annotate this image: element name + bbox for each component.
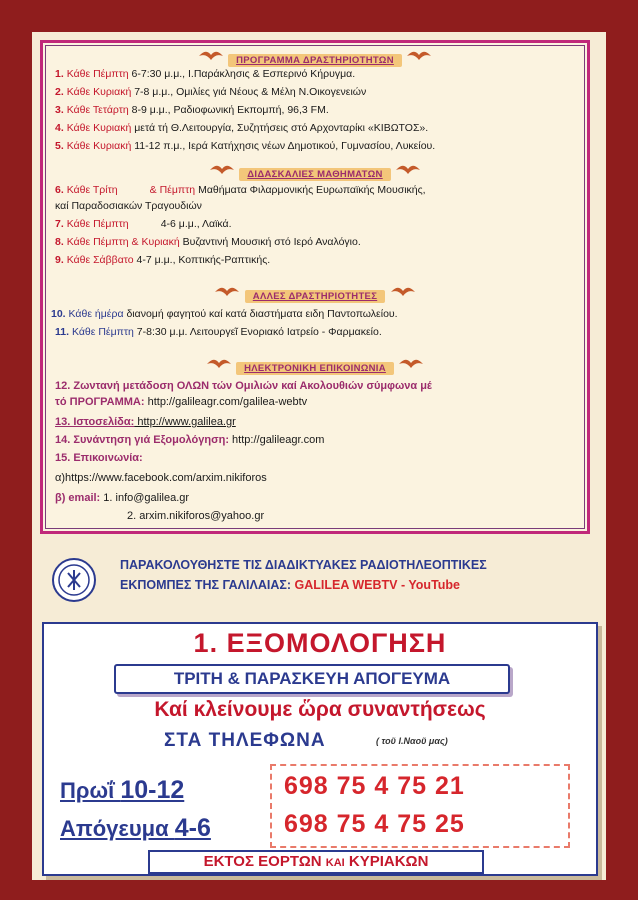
banner-line-1: ΠΑΡΑΚΟΛΟΥΘΗΣΤΕ ΤΙΣ ΔΙΑΔΙΚΤΥΑΚΕΣ ΡΑΔΙΟΤΗΛΕΟΠΤΙΚΕΣ (120, 558, 487, 572)
program-link-line: τό ΠΡΟΓΡΑΜΜΑ: http://galileagr.com/galilea-webtv (55, 396, 308, 408)
meeting-link[interactable]: http://galileagr.com (229, 434, 325, 446)
phones-note: ( τοῦ Ι.Ναοῦ μας) (376, 736, 448, 746)
email-link[interactable]: 2. arxim.nikiforos@yahoo.gr (127, 510, 265, 522)
website-link[interactable]: http://www.galilea.gr (134, 416, 236, 428)
section-title: ΗΛΕΚΤΡΟΝΙΚΗ ΕΠΙΚΟΙΝΩΝΙΑ (236, 362, 394, 375)
section-title: ΔΙΔΑΣΚΑΛΙΕΣ ΜΑΘΗΜΑΤΩΝ (239, 168, 390, 181)
exceptions-note: ΕΚΤΟΣ ΕΟΡΤΩΝ ΚΑΙ ΚΥΡΙΑΚΩΝ (148, 850, 484, 874)
banner-line-2: ΕΚΠΟΜΠΕΣ ΤΗΣ ΓΑΛΙΛΑΙΑΣ: GALILEA WEBTV - YouTube (120, 578, 461, 592)
list-item: 7. Κάθε Πέμπτη 4-6 μ.μ., Λαϊκά. (55, 218, 232, 230)
flyer-sheet (32, 32, 606, 880)
list-item: 2. Κάθε Κυριακή 7-8 μ.μ., Ομιλίες γιά Νέους & Μέλη Ν.Οικογενειών (55, 86, 367, 98)
list-item: καί Παραδοσιακών Τραγουδιών (55, 200, 202, 212)
confession-box (42, 622, 598, 876)
section-title: ΑΛΛΕΣ ΔΡΑΣΤΗΡΙΟΤΗΤΕΣ (245, 290, 385, 303)
dove-icon (206, 356, 232, 372)
email-link[interactable]: 1. info@galilea.gr (103, 492, 190, 504)
list-item: 3. Κάθε Τετάρτη 8-9 μ.μ., Ραδιοφωνική Εκπομπή, 96,3 FM. (55, 104, 329, 116)
contact-heading: 15. Επικοινωνία: (55, 452, 143, 464)
section-header-alles (43, 283, 587, 303)
dove-icon (390, 284, 416, 300)
website-line: 13. Ιστοσελίδα: http://www.galilea.gr (55, 416, 236, 428)
appointment-line: Καί κλείνουμε ὥρα συναντήσεως (154, 698, 486, 721)
section-header-programma (43, 47, 587, 67)
confession-meeting-line: 14. Συνάντηση γιά Εξομολόγηση: http://galileagr.com (55, 434, 325, 446)
list-item: 1. Κάθε Πέμπτη 6-7:30 μ.μ., Ι.Παράκλησις & Εσπερινό Κήρυγμα. (55, 68, 356, 80)
list-item: 9. Κάθε Σάββατο 4-7 μ.μ., Κοπτικής-Ραπτικής. (55, 254, 271, 266)
livestream-line: 12. Ζωντανή μετάδοση ΟΛΩΝ τών Ομιλιών καί Ακολουθιών σύμφωνα μέ (55, 380, 432, 392)
church-logo-icon (52, 558, 96, 602)
section-header-didaskalies (43, 161, 587, 181)
email-line (127, 509, 575, 523)
list-item: 11. Κάθε Πέμπτη 7-8:30 μ.μ. Λειτουργεῖ Ενοριακό Ιατρείο - Φαρμακείο. (55, 326, 382, 338)
section-title: ΠΡΟΓΡΑΜΜΑ ΔΡΑΣΤΗΡΙΟΤΗΤΩΝ (228, 54, 402, 67)
activities-frame (40, 40, 590, 534)
afternoon-hours: Απόγευμα 4-6 (60, 814, 211, 842)
email-line: β) email: 1. info@galilea.gr (55, 492, 190, 504)
list-item: 8. Κάθε Πέμπτη & Κυριακή Βυζαντινή Μουσική στό Ιερό Αναλόγιο. (55, 236, 361, 248)
dove-icon (406, 48, 432, 64)
dove-icon (395, 162, 421, 178)
webtv-banner (32, 552, 606, 608)
list-item: 5. Κάθε Κυριακή 11-12 π.μ., Ιερά Κατήχησις νέων Δημοτικού, Γυμνασίου, Λυκείου. (55, 140, 436, 152)
phone-number[interactable]: 698 75 4 75 25 (284, 810, 465, 838)
section-header-ilektroniki (43, 355, 587, 375)
list-item: 6. Κάθε Τρίτη & Πέμπτη Μαθήματα Φιλαρμονικής Ευρωπαϊκής Μουσικής, (55, 184, 426, 196)
dove-icon (209, 162, 235, 178)
dove-icon (198, 48, 224, 64)
dove-icon (398, 356, 424, 372)
facebook-link[interactable]: α)https://www.facebook.com/arxim.nikiforos (55, 472, 267, 484)
list-item: 4. Κάθε Κυριακή μετά τή Θ.Λειτουργία, Συζητήσεις στό Αρχονταρίκι «ΚΙΒΩΤΟΣ». (55, 122, 429, 134)
phone-numbers-box (270, 764, 570, 848)
webtv-link[interactable]: GALILEA WEBTV - YouTube (291, 578, 461, 592)
facebook-line (55, 471, 575, 485)
confession-days: ΤΡΙΤΗ & ΠΑΡΑΣΚΕΥΗ ΑΠΟΓΕΥΜΑ (114, 664, 510, 694)
dove-icon (214, 284, 240, 300)
phone-number[interactable]: 698 75 4 75 21 (284, 772, 465, 800)
morning-hours: Πρωΐ 10-12 (60, 776, 185, 804)
webtv-link[interactable]: http://galileagr.com/galilea-webtv (144, 396, 308, 408)
phones-heading: ΣΤΑ ΤΗΛΕΦΩΝΑ (164, 730, 326, 751)
confession-title: 1. ΕΞΟΜΟΛΟΓΗΣΗ (193, 628, 447, 658)
list-item: 10. Κάθε ήμέρα διανομή φαγητού καί κατά διαστήματα ειδη Παντοπωλείου. (51, 308, 398, 320)
